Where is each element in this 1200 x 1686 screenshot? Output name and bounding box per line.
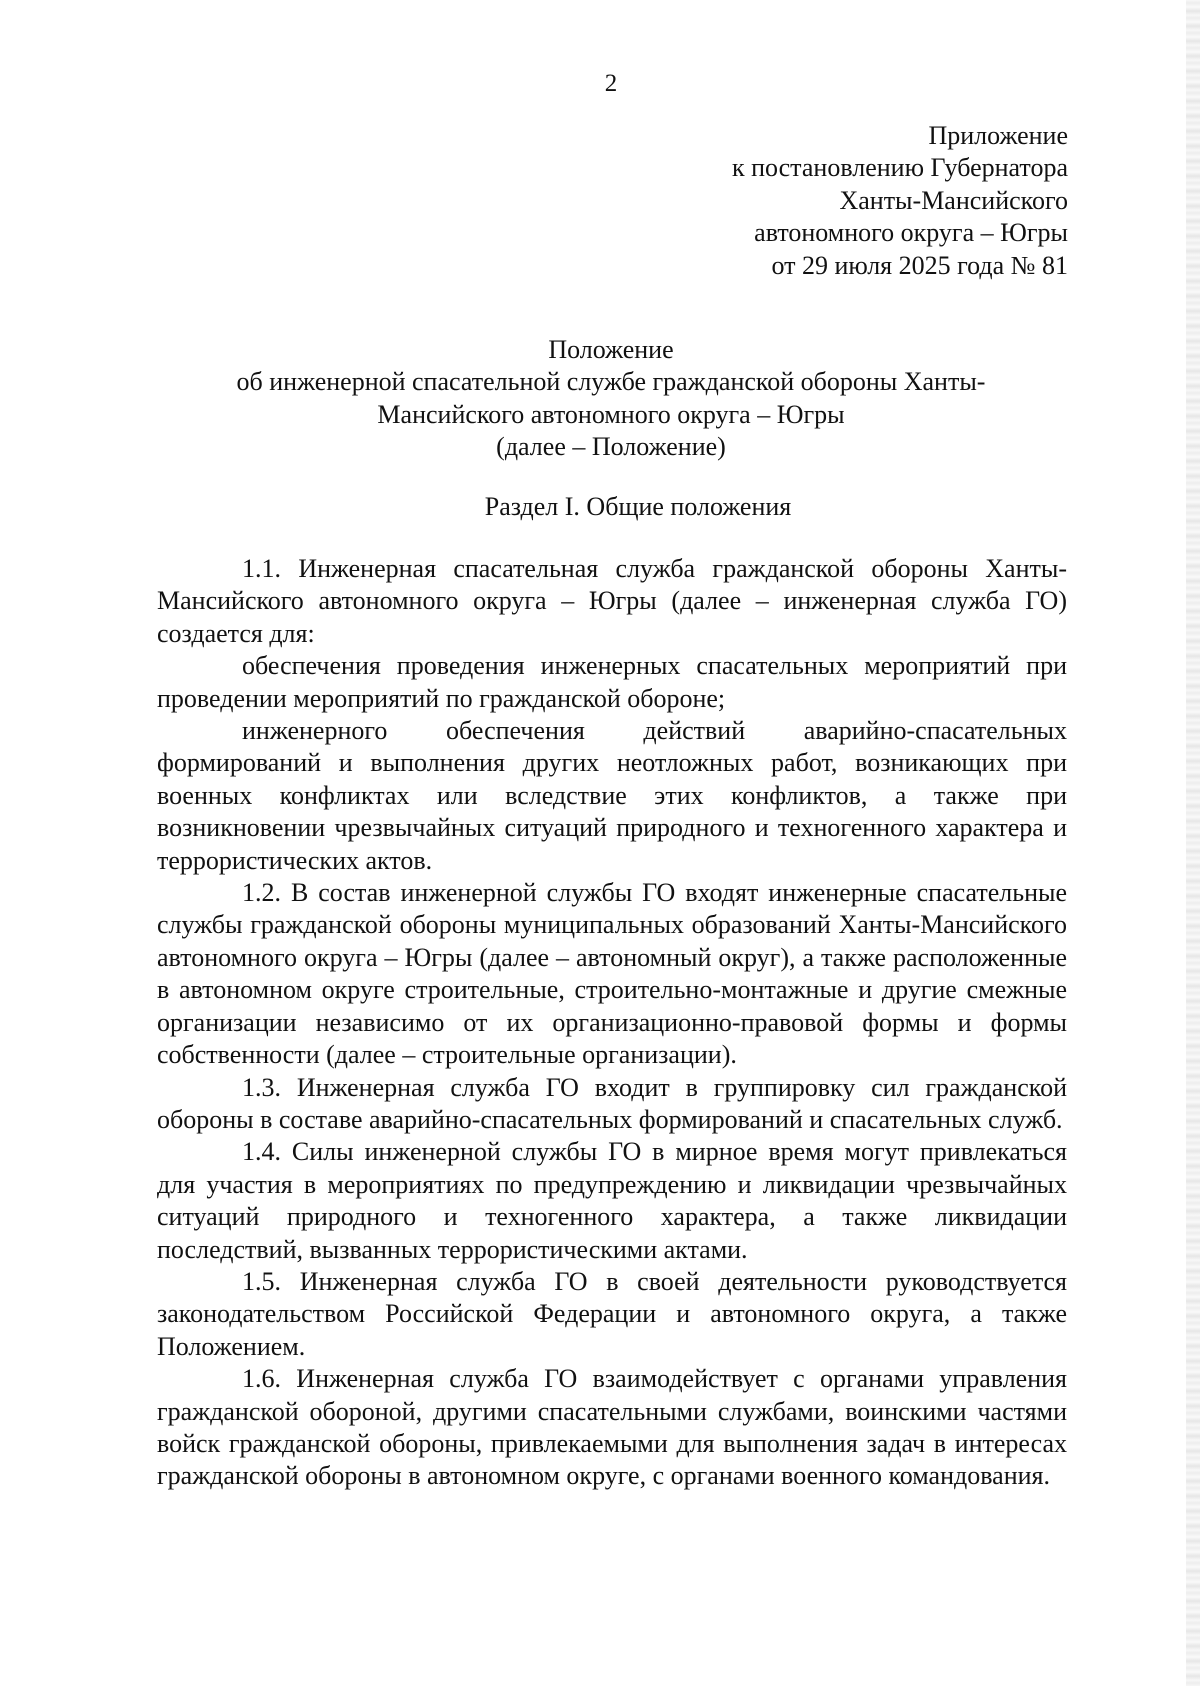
- title-line: (далее – Положение): [496, 432, 726, 462]
- paragraph-1-2: 1.2. В состав инженерной службы ГО входят инженерные спасательные службы гражданской обороны муниципальных образований Ханты-Мансийского автономного округа – Югры (далее – автономный округ), а также расположенные в автономном округе строительные, строительно-монтажные и другие смежные организации независимо от их организационно-правовой формы и формы собственности (далее – строительные организации).: [157, 878, 1067, 1070]
- title-line: Мансийского автономного округа – Югры: [377, 399, 845, 429]
- appendix-line: к постановлению Губернатора: [731, 153, 1068, 183]
- paragraph-purpose-1: обеспечения проведения инженерных спасательных мероприятий при проведении мероприятий по гражданской обороне;: [157, 651, 1067, 713]
- title-line: об инженерной спасательной службе гражданской обороны Ханты-: [236, 367, 986, 397]
- paragraph-1-4: 1.4. Силы инженерной службы ГО в мирное время могут привлекаться для участия в мероприятиях по предупреждению и ликвидации чрезвычайных ситуаций природного и техногенного характера, а также ликвидации последствий, вызванных террористическими актами.: [157, 1137, 1067, 1264]
- paragraph-1-1: 1.1. Инженерная спасательная служба гражданской обороны Ханты-Мансийского автономного округа – Югры (далее – инженерная служба ГО) создается для:: [157, 554, 1067, 648]
- section-heading: Раздел I. Общие положения: [484, 492, 792, 521]
- body-text: [157, 553, 1067, 1493]
- appendix-line: от 29 июля 2025 года № 81: [771, 250, 1068, 280]
- appendix-block: [732, 120, 1068, 282]
- paragraph-1-3: 1.3. Инженерная служба ГО входит в группировку сил гражданской обороны в составе аварийно-спасательных формирований и спасательных служб.: [157, 1072, 1067, 1134]
- page-number: 2: [604, 70, 618, 97]
- appendix-line: Приложение: [928, 121, 1068, 150]
- scan-edge: [1186, 0, 1200, 1686]
- appendix-line: Ханты-Мансийского: [839, 185, 1068, 215]
- paragraph-purpose-2: инженерного обеспечения действий аварийно-спасательных формирований и выполнения других неотложных работ, возникающих при военных конфликтах или вследствие этих конфликтов, а также при возникновении чрезвычайных ситуаций природного и техногенного характера и террористических актов.: [157, 716, 1067, 875]
- document-title: [0, 334, 1200, 464]
- appendix-line: автономного округа – Югры: [754, 218, 1068, 248]
- paragraph-1-6: 1.6. Инженерная служба ГО взаимодействует с органами управления гражданской обороной, другими спасательными службами, воинскими частями войск гражданской обороны, привлекаемыми для выполнения задач в интересах гражданской обороны в автономном округе, с органами военного командования.: [157, 1364, 1067, 1491]
- paragraph-1-5: 1.5. Инженерная служба ГО в своей деятельности руководствуется законодательством Российской Федерации и автономного округа, а также Положением.: [157, 1266, 1067, 1361]
- title-line: Положение: [548, 335, 674, 364]
